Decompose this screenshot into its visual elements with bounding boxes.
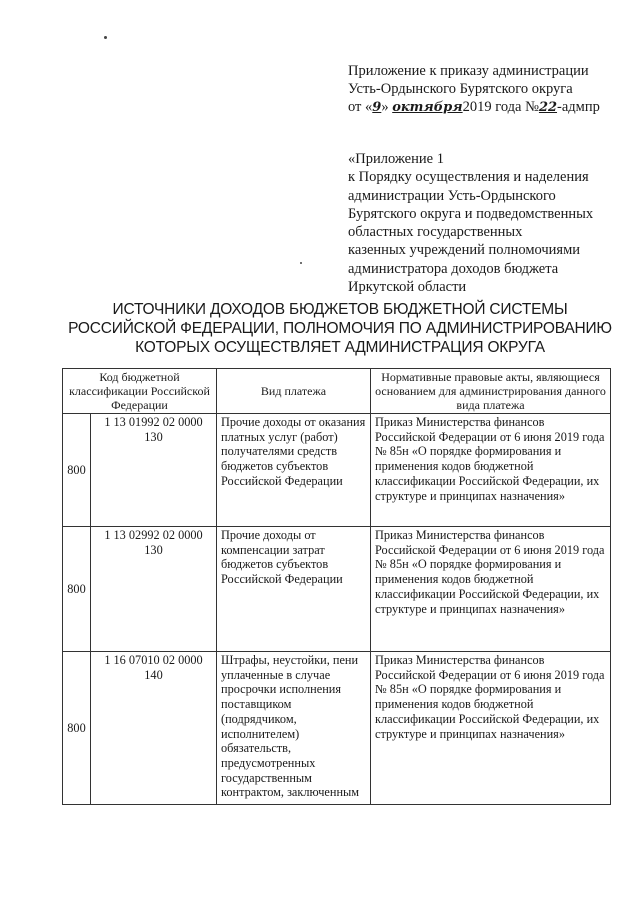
order-date-line — [348, 98, 633, 117]
handwritten-day: 9 — [372, 100, 382, 115]
title-line-2: РОССИЙСКОЙ ФЕДЕРАЦИИ, ПОЛНОМОЧИЯ ПО АДМИНИСТРИРОВАНИЮ — [68, 320, 612, 337]
date-year: 2019 года № — [462, 99, 539, 115]
admin-code-cell: 800 — [63, 414, 91, 527]
budget-code-cell: 1 13 01992 02 0000 130 — [91, 414, 217, 527]
handwritten-month: октября — [392, 100, 463, 115]
appendix-line: Иркутской области — [348, 279, 467, 296]
scan-speck — [104, 36, 107, 39]
date-mid: » — [381, 99, 393, 115]
order-suffix: -адмпр — [557, 99, 600, 115]
title-line-1: ИСТОЧНИКИ ДОХОДОВ БЮДЖЕТОВ БЮДЖЕТНОЙ СИСТЕМЫ — [112, 301, 568, 318]
title-line-3: КОТОРЫХ ОСУЩЕСТВЛЯЕТ АДМИНИСТРАЦИЯ ОКРУГА — [135, 339, 545, 356]
appendix-line: областных государственных — [348, 224, 523, 241]
handwritten-order-number: 22 — [538, 100, 558, 115]
order-line-1: Приложение к приказу администрации — [348, 63, 589, 79]
appendix-line: казенных учреждений полномочиями — [348, 242, 581, 259]
payment-type-cell: Прочие доходы от компенсации затрат бюджетов субъектов Российской Федерации — [217, 527, 371, 652]
order-reference — [348, 62, 633, 117]
payment-type-cell: Прочие доходы от оказания платных услуг (работ) получателями средств бюджетов субъектов Российской Федерации — [217, 414, 371, 527]
header-kbk: Код бюджетной классификации Российской Федерации — [63, 369, 217, 414]
admin-code-cell: 800 — [63, 652, 91, 805]
legal-act-cell: Приказ Министерства финансов Российской Федерации от 6 июня 2019 года № 85н «О порядке формирования и применения кодов бюджетной классификации Российской Федерации, их структуре и принципах назначения» — [371, 652, 611, 805]
admin-code-cell: 800 — [63, 527, 91, 652]
payment-type-cell: Штрафы, неустойки, пени уплаченные в случае просрочки исполнения поставщиком (подрядчиком, исполнителем) обязательств, предусмотренных государственным контрактом, заключенным — [217, 652, 371, 805]
order-line-2: Усть-Ордынского Бурятского округа — [348, 81, 573, 97]
date-prefix: от « — [348, 99, 373, 115]
table-row — [63, 527, 611, 652]
budget-code-cell: 1 13 02992 02 0000 130 — [91, 527, 217, 652]
document-title — [60, 300, 620, 357]
appendix-line: к Порядку осуществления и наделения — [348, 169, 589, 186]
appendix-line: администратора доходов бюджета — [348, 260, 559, 277]
revenue-sources-table — [62, 368, 611, 805]
scan-speck — [300, 262, 302, 264]
header-legal-acts: Нормативные правовые акты, являющиеся основанием для администрирования данного вида платежа — [371, 369, 611, 414]
table-row — [63, 652, 611, 805]
budget-code-cell: 1 16 07010 02 0000 140 — [91, 652, 217, 805]
table-header-row — [63, 369, 611, 414]
header-payment-type: Вид платежа — [217, 369, 371, 414]
legal-act-cell: Приказ Министерства финансов Российской Федерации от 6 июня 2019 года № 85н «О порядке формирования и применения кодов бюджетной классификации Российской Федерации, их структуре и принципах назначения» — [371, 527, 611, 652]
appendix-line: администрации Усть-Ордынского — [348, 187, 556, 204]
legal-act-cell: Приказ Министерства финансов Российской Федерации от 6 июня 2019 года № 85н «О порядке формирования и применения кодов бюджетной классификации Российской Федерации, их структуре и принципах назначения» — [371, 414, 611, 527]
appendix-reference — [348, 150, 633, 296]
appendix-line: Бурятского округа и подведомственных — [348, 205, 594, 222]
table-row — [63, 414, 611, 527]
appendix-line: «Приложение 1 — [348, 151, 444, 167]
